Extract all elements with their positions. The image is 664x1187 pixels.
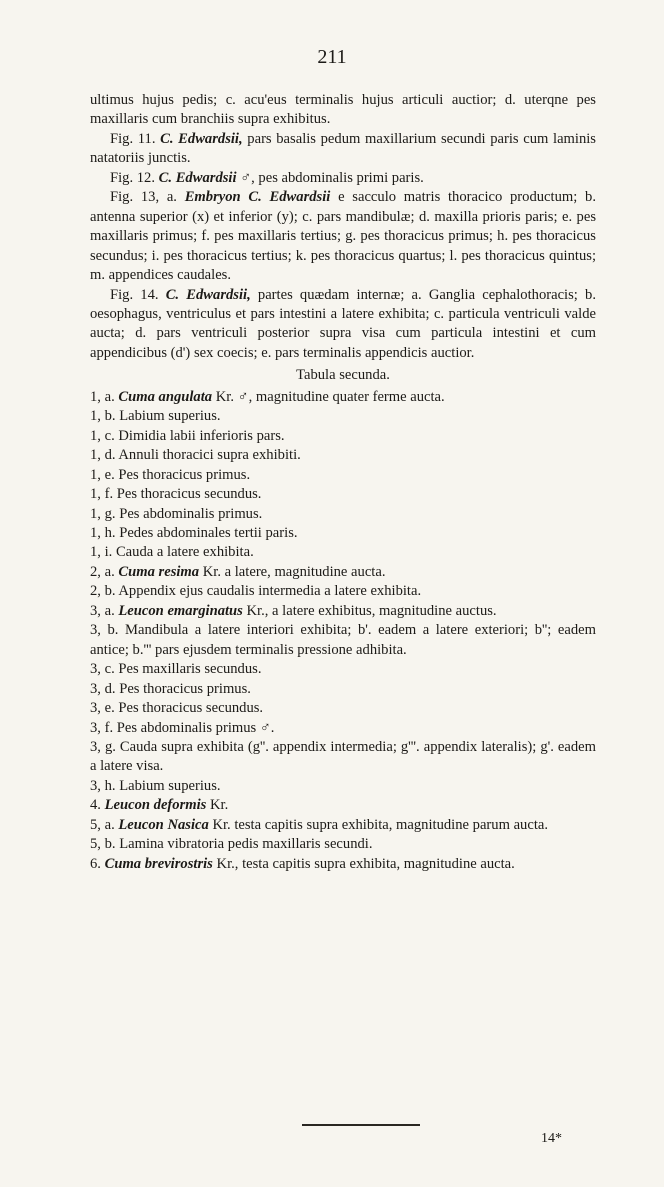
entry-number: 1, h. — [90, 524, 116, 541]
page-number: 211 — [317, 46, 347, 68]
entry-text: Pes thoracicus secundus. — [118, 700, 264, 717]
fig-11-paragraph — [90, 130, 596, 169]
entry-text: Kr. a latere, magnitudine aucta. — [202, 563, 386, 580]
fig-11-label: Fig. 11. — [110, 130, 156, 147]
plate-entry — [90, 777, 596, 796]
entry-text: Cauda a latere exhibita. — [115, 544, 254, 561]
plate-entries-list — [90, 388, 596, 874]
fig-13-text: e sacculo matris thoracico productum; b. antenna superior (x) et inferior (y); c. pars mandibulæ; d. maxilla prioris paris; e. pes maxillaris primus; f. pes maxillaris tertius; g. pes thoracicus primus; h. pes thoracicus secundus; i. pes thoracicus tertius; k. pes thoracicus quartus; l. pes thoracicus quintus; m. appendices caudales. — [90, 189, 596, 284]
fig-11-text: pars basalis pedum maxillarium secundi paris cum laminis natatoriis junctis. — [90, 130, 596, 167]
signature-mark: 14* — [541, 1131, 562, 1146]
entry-number: 1, f. — [90, 486, 114, 503]
entry-text: Labium superius. — [119, 408, 221, 425]
fig-13-paragraph — [90, 188, 596, 285]
plate-entry — [90, 796, 596, 815]
entry-number: 1, a. — [90, 388, 115, 405]
fig-14-species: C. Edwardsii, — [165, 286, 251, 303]
entry-number: 6. — [90, 855, 101, 872]
fig-12-paragraph — [90, 169, 596, 188]
plate-entry — [90, 407, 596, 426]
entry-text: Kr. — [210, 797, 229, 814]
entry-text: Pes abdominalis primus ♂. — [116, 719, 275, 736]
plate-entry — [90, 816, 596, 835]
plate-entry — [90, 466, 596, 485]
page-body — [90, 91, 596, 874]
entry-species: Leucon emarginatus — [118, 602, 243, 619]
plate-entry — [90, 582, 596, 601]
entry-text: Pedes abdominales tertii paris. — [119, 524, 298, 541]
entry-text: Kr., testa capitis supra exhibita, magnitudine aucta. — [216, 855, 515, 872]
plate-entry — [90, 505, 596, 524]
fig-14-label: Fig. 14. — [110, 286, 159, 303]
entry-text: Dimidia labii inferioris pars. — [118, 427, 285, 444]
entry-number: 3, h. — [90, 777, 116, 794]
fig-14-paragraph — [90, 286, 596, 364]
entry-text: Pes thoracicus primus. — [118, 466, 251, 483]
entry-number: 3, e. — [90, 700, 115, 717]
plate-entry — [90, 524, 596, 543]
plate-entry — [90, 563, 596, 582]
fig-13-pre: a. — [166, 189, 177, 206]
plate-entry — [90, 719, 596, 738]
plate-entry — [90, 680, 596, 699]
entry-text: Cauda supra exhibita (g''. appendix intermedia; g'''. appendix lateralis); g'. eadem a latere visa. — [90, 738, 596, 775]
entry-number: 1, e. — [90, 466, 115, 483]
plate-entry — [90, 543, 596, 562]
entry-text: Pes thoracicus secundus. — [116, 486, 262, 503]
entry-text: Kr., a latere exhibitus, magnitudine auctus. — [246, 602, 497, 619]
plate-entry — [90, 660, 596, 679]
plate-entry — [90, 427, 596, 446]
entry-number: 1, g. — [90, 505, 116, 522]
entry-number: 3, a. — [90, 602, 115, 619]
entry-text: Appendix ejus caudalis intermedia a latere exhibita. — [118, 583, 422, 600]
fig-13-species: Embryon C. Edwardsii — [184, 189, 331, 206]
plate-entry — [90, 855, 596, 874]
entry-species: Cuma angulata — [118, 388, 213, 405]
plate-entry — [90, 621, 596, 660]
continuation-paragraph: ultimus hujus pedis; c. acu'eus terminalis hujus articuli auctior; d. uterqne pes maxillaris cum branchiis supra exhibitus. — [90, 92, 596, 128]
plate-entry — [90, 699, 596, 718]
entry-text: Mandibula a latere interiori exhibita; b'. eadem a latere exteriori; b''; eadem antice; b.''' pars ejusdem terminalis pressione adhibita. — [90, 622, 596, 658]
entry-number: 5, a. — [90, 816, 115, 833]
entry-number: 3, d. — [90, 680, 116, 697]
entry-number: 3, f. — [90, 719, 114, 736]
entry-number: 2, a. — [90, 563, 115, 580]
footer-rule — [302, 1124, 420, 1126]
entry-species: Leucon deformis — [104, 797, 207, 814]
entry-number: 2, b. — [90, 583, 116, 600]
entry-species: Leucon Nasica — [118, 816, 209, 833]
fig-13-label: Fig. 13, — [110, 189, 160, 206]
entry-number: 5, b. — [90, 836, 116, 853]
entry-text: Lamina vibratoria pedis maxillaris secundi. — [119, 836, 373, 853]
entry-number: 1, b. — [90, 408, 116, 425]
entry-number: 1, d. — [90, 447, 116, 464]
entry-number: 1, c. — [90, 427, 115, 444]
plate-entry — [90, 485, 596, 504]
entry-text: Pes abdominalis primus. — [119, 505, 263, 522]
entry-text: Kr. ♂, magnitudine quater ferme aucta. — [215, 388, 445, 405]
fig-14-text: partes quædam internæ; a. Ganglia cephalothoracis; b. oesophagus, ventriculus et pars intestini a latere exhibita; c. particula ventriculi valde aucta; d. pars ventriculi posterior supra visa cum particula intestini et cum appendicibus (d') sex coecis; e. pars terminalis appendicis auctior. — [90, 286, 596, 361]
fig-11-species: C. Edwardsii, — [160, 130, 243, 147]
fig-12-label: Fig. 12. — [110, 169, 156, 186]
fig-12-species: C. Edwardsii — [158, 169, 237, 186]
entry-number: 1, i. — [90, 544, 113, 561]
entry-text: Pes maxillaris secundus. — [118, 661, 262, 678]
entry-number: 3, c. — [90, 661, 115, 678]
entry-number: 3, g. — [90, 738, 116, 755]
plate-entry — [90, 835, 596, 854]
entry-text: Pes thoracicus primus. — [119, 680, 251, 697]
plate-entry — [90, 446, 596, 465]
entry-text: Annuli thoracici supra exhibiti. — [118, 447, 301, 464]
plate-entry — [90, 738, 596, 777]
entry-species: Cuma brevirostris — [104, 855, 213, 872]
fig-12-text: ♂, pes abdominalis primi paris. — [240, 169, 424, 186]
entry-number: 3, b. — [90, 622, 119, 639]
tabula-heading: Tabula secunda. — [296, 367, 390, 384]
entry-text: Kr. testa capitis supra exhibita, magnitudine parum aucta. — [212, 816, 549, 833]
plate-entry — [90, 602, 596, 621]
entry-species: Cuma resima — [118, 563, 200, 580]
entry-text: Labium superius. — [119, 777, 221, 794]
entry-number: 4. — [90, 797, 101, 814]
plate-entry — [90, 388, 596, 407]
